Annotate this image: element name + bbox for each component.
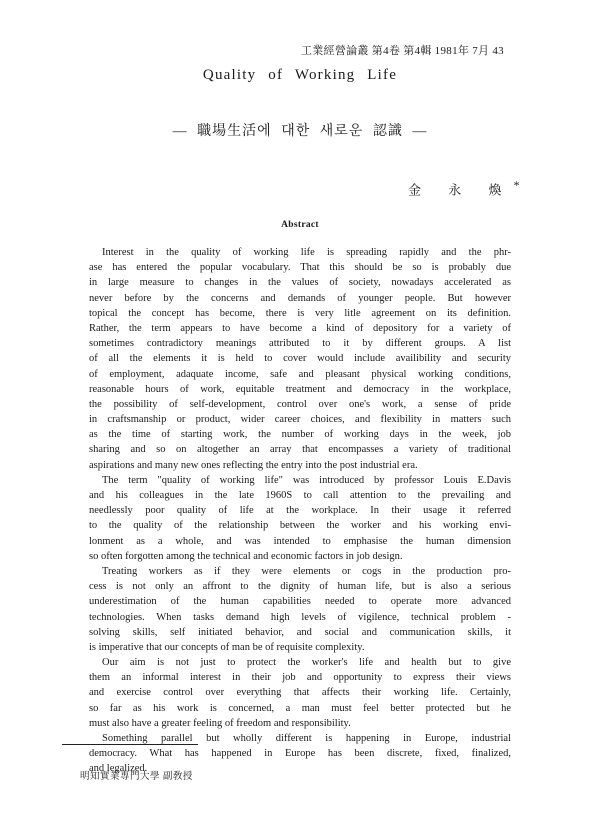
author-footnote-mark: * xyxy=(513,178,520,192)
abstract-line: reasonable hours of work, equitable treatment and democracy in the workplace, xyxy=(89,383,511,395)
abstract-line: Rather, the term appears to have become a kind of depository for a variety of xyxy=(89,322,511,334)
abstract-line: democracy. What has happened in Europe has been discrete, fixed, finalized, xyxy=(89,748,511,760)
abstract-line: of employment, adaquate income, safe and pleasant physical working conditions, xyxy=(89,368,511,380)
abstract-line: solving skills, self initiated behavior, and social and communication skills, it xyxy=(89,626,511,638)
abstract-line: the possibility of self-development, control over one's work, a sense of pride xyxy=(89,398,511,410)
author-line xyxy=(408,178,520,198)
abstract-line: them an informal interest in their job and opportunity to express their views xyxy=(89,672,511,684)
abstract-line: Something parallel but wholly different is happening in Europe, industrial xyxy=(102,733,511,744)
abstract-line: in craftsmanship or product, wider career choices, and flexibility in matters such xyxy=(89,414,511,426)
abstract-line: is imperative that our concepts of man be of requisite complexity. xyxy=(89,641,365,653)
abstract-line: Treating workers as if they were elements or cogs in the production pro- xyxy=(102,565,511,577)
author-affiliation-footnote: 明知實業專門大學 副敎授 xyxy=(80,772,193,782)
abstract-line: ase has entered the popular vocabulary. That this should be so is probably due xyxy=(89,262,511,274)
abstract-line: sharing and so on altogether an array that encompasses a variety of traditional xyxy=(89,444,511,456)
abstract-line: underestimation of the human capabilities needed to operate more advanced xyxy=(89,596,511,608)
abstract-line: aspirations and many new ones reflecting the entry into the post industrial era. xyxy=(89,459,418,471)
abstract-line: and exercise control over everything that affects their working life. Certainly, xyxy=(89,687,511,699)
abstract-line: needlessly poor quality of life at the workplace. In their usage it referred xyxy=(89,505,511,517)
abstract-line: so far as his work is concerned, a man must feel better protected but he xyxy=(89,702,511,714)
footnote-divider xyxy=(62,744,198,745)
abstract-line: topical the concept has become, there is very litle agreement on its definition. xyxy=(89,307,511,319)
article-title: Quality of Working Life xyxy=(202,67,398,83)
abstract-line: The term "quality of working life" was introduced by professor Louis E.Davis xyxy=(102,474,511,486)
article-subtitle: — 職場生活에 대한 새로운 認識 — xyxy=(172,124,428,139)
abstract-line: lonment as a whole, and was intended to emphasise the human dimension xyxy=(89,535,511,547)
abstract-heading: Abstract xyxy=(281,220,319,230)
running-header: 工業經營論叢 第4卷 第4輯 1981年 7月 43 xyxy=(300,45,504,57)
abstract-line: technologies. When tasks demand high levels of vigilence, technical problem - xyxy=(89,611,511,623)
abstract-line: Our aim is not just to protect the worker's life and health but to give xyxy=(102,657,511,669)
abstract-line: never before by the concerns and demands of younger people. But however xyxy=(89,292,511,304)
abstract-line: in large measure to changes in the values of society, nowadays accelerated as xyxy=(89,277,511,289)
abstract-line: and legalized. xyxy=(89,763,148,775)
abstract-line: sometimes contradictory meanings attributed to it by different groups. A list xyxy=(89,338,511,350)
abstract-line: so often forgotten among the technical and economic factors in job design. xyxy=(89,550,403,562)
abstract-line: must also have a greater feeling of freedom and responsibility. xyxy=(89,717,351,729)
abstract-line: and his colleagues in the late 1960S to call attention to the prevailing and xyxy=(89,490,511,501)
abstract-line: Interest in the quality of working life is spreading rapidly and the phr- xyxy=(102,247,511,258)
abstract-line: of all the elements it is held to cover would include availibility and security xyxy=(89,353,511,365)
author-name: 金 永 煥 xyxy=(408,182,514,198)
abstract-line: cess is not only an affront to the dignity of human life, but is also a serious xyxy=(89,581,511,593)
abstract-body xyxy=(89,245,511,777)
abstract-line: to the quality of the relationship between the worker and his working envi- xyxy=(89,520,511,532)
abstract-line: as the time of starting work, the number of working days in the week, job xyxy=(89,429,511,441)
